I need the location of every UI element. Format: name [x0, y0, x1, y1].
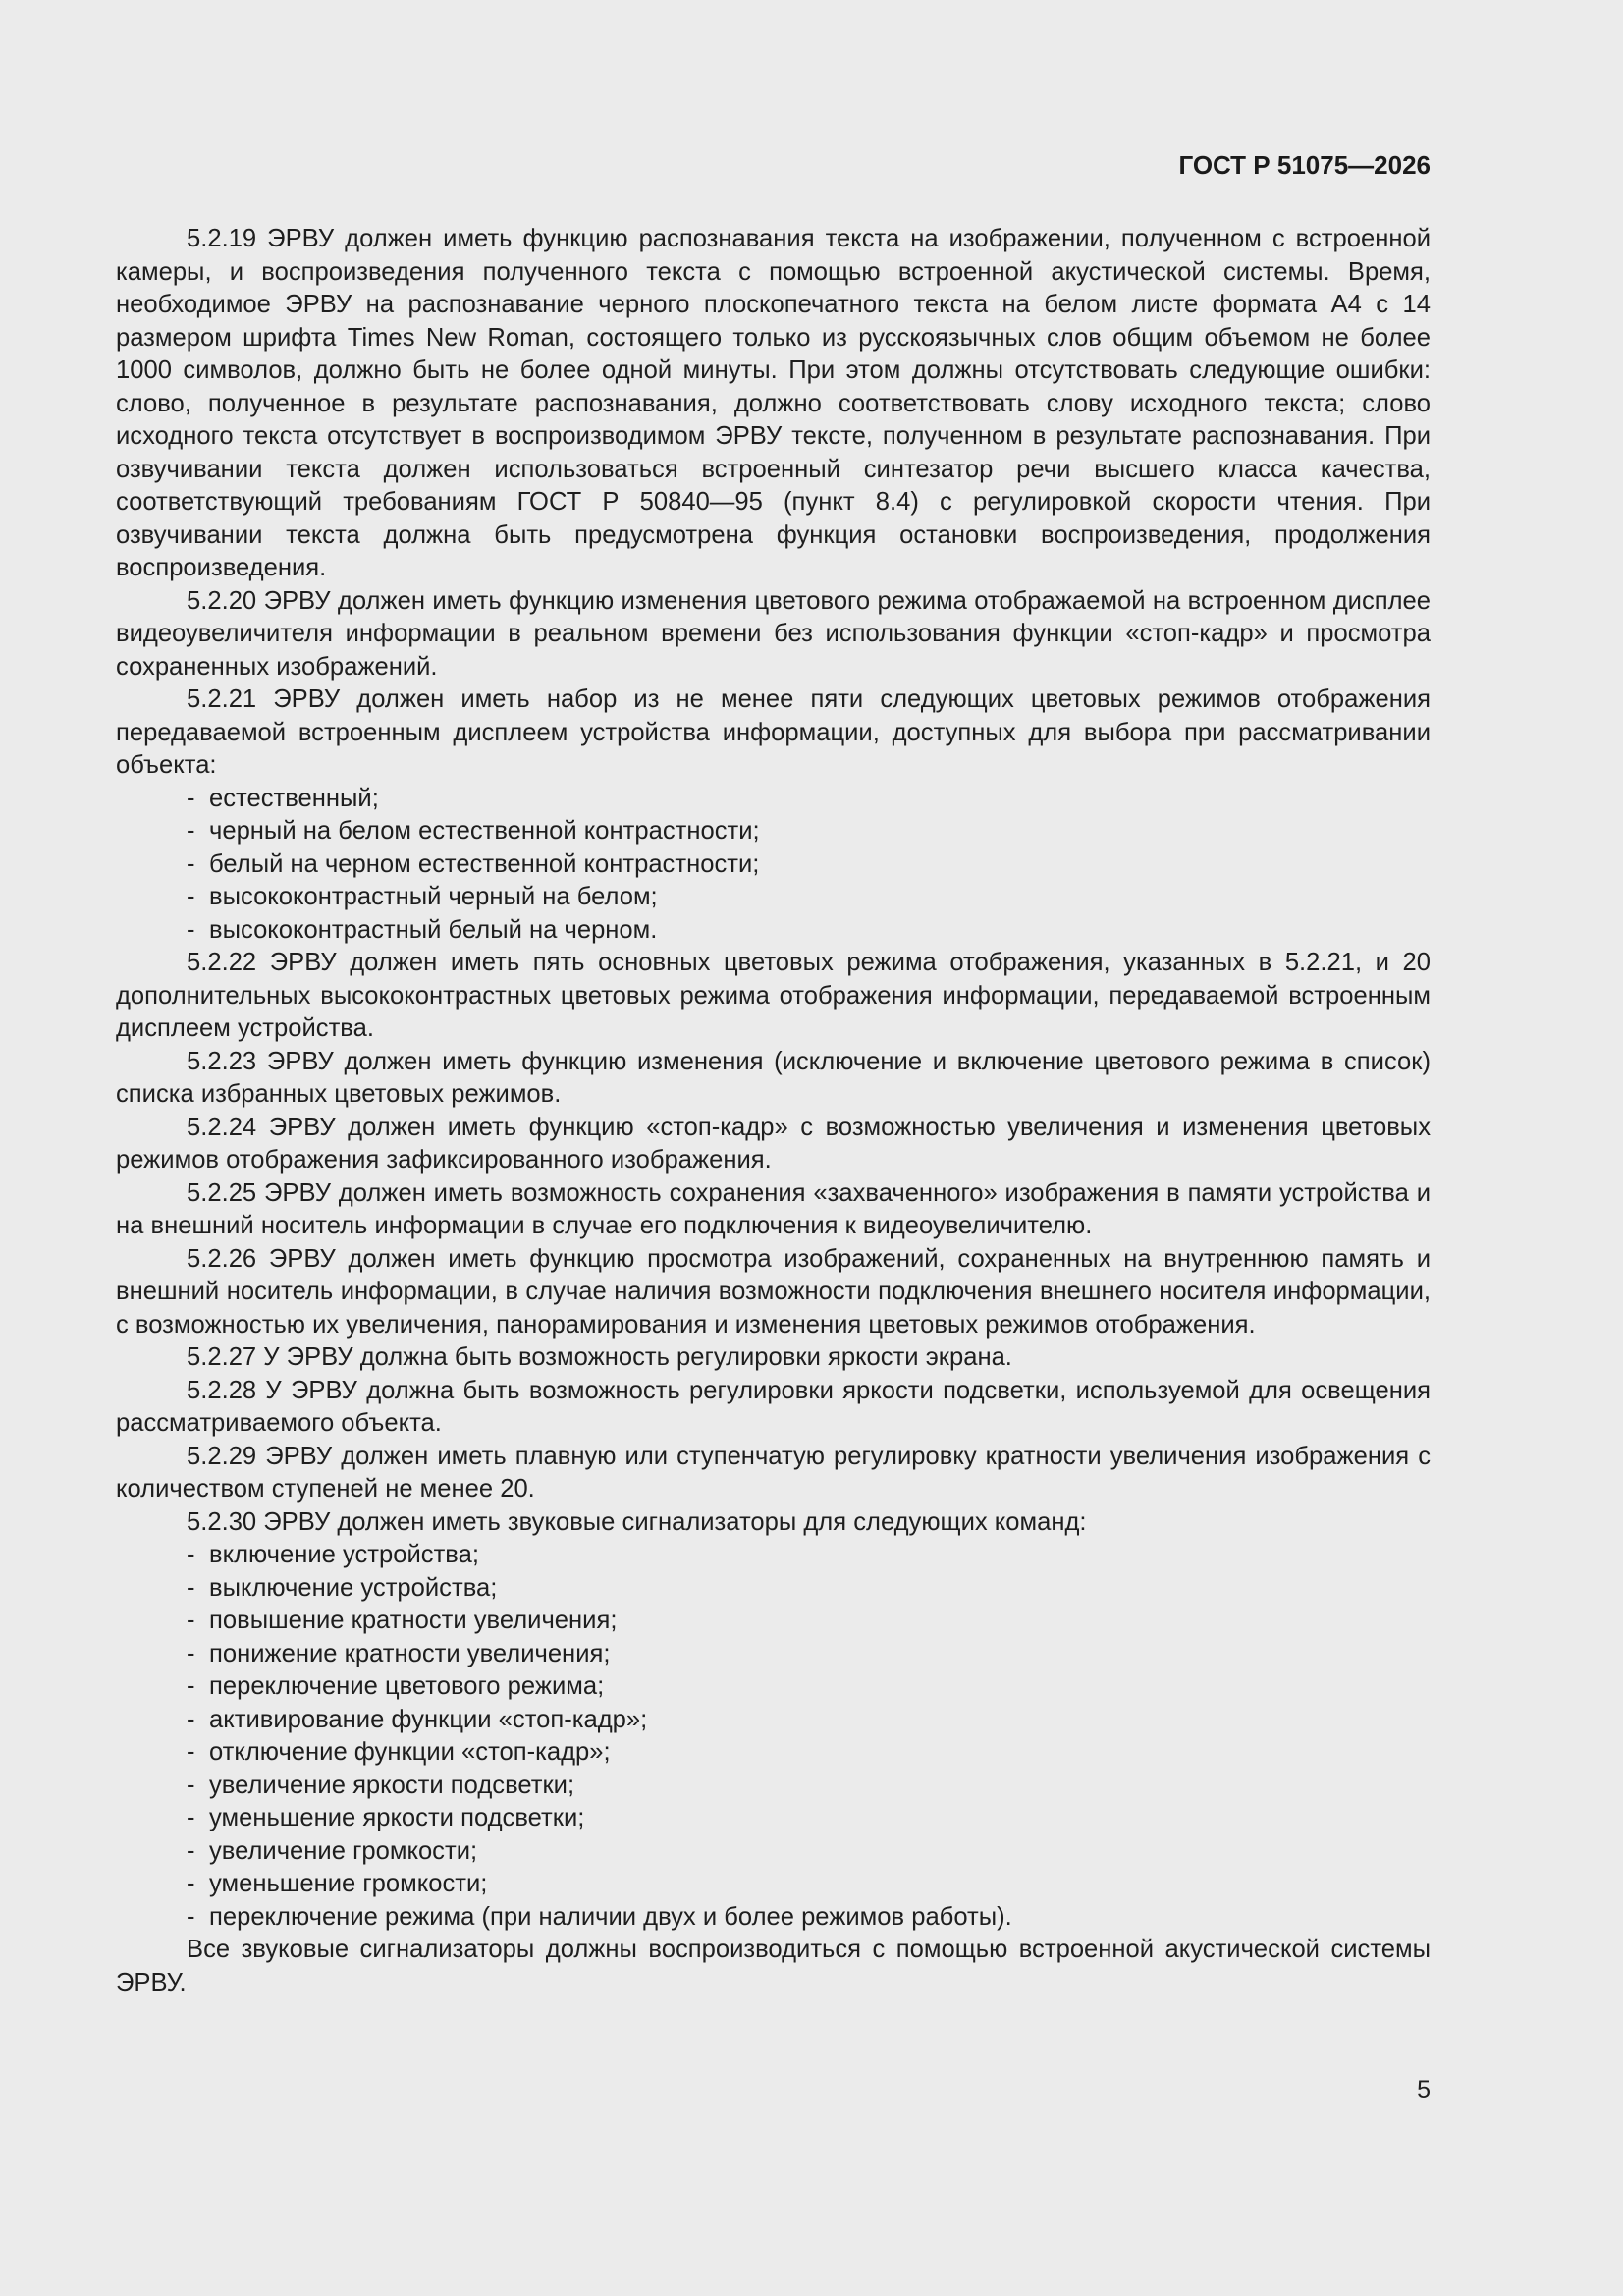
list-item-text: включение устройства;	[209, 1541, 479, 1568]
list-item	[116, 1572, 1431, 1606]
clause-5-2-29: 5.2.29 ЭРВУ должен иметь плавную или ступенчатую регулировку кратности увеличения изображения с количеством ступеней не менее 20.	[116, 1442, 1431, 1503]
list-item	[116, 815, 1431, 848]
list-dash: -	[187, 1705, 195, 1733]
list-dash: -	[187, 1870, 195, 1897]
list-item	[116, 848, 1431, 882]
list-item	[116, 1901, 1431, 1935]
list-item	[116, 1539, 1431, 1572]
list-dash: -	[187, 1836, 195, 1865]
list-item	[116, 914, 1431, 948]
clause-5-2-25: 5.2.25 ЭРВУ должен иметь возможность сохранения «захваченного» изображения в памяти устройства и на внешний носитель информации в случае его подключения к видеоувеличителю.	[116, 1178, 1431, 1239]
clause-5-2-24: 5.2.24 ЭРВУ должен иметь функцию «стоп-кадр» с возможностью увеличения и изменения цветовых режимов отображения зафиксированного изображения.	[116, 1113, 1431, 1174]
list-item-text: повышение кратности увеличения;	[209, 1607, 618, 1634]
list-item	[116, 1802, 1431, 1835]
list-item	[116, 1670, 1431, 1704]
list-dash: -	[187, 849, 195, 878]
clause-5-2-27: 5.2.27 У ЭРВУ должна быть возможность регулировки яркости экрана.	[187, 1343, 1012, 1371]
list-dash: -	[187, 784, 195, 812]
clause-5-2-20: 5.2.20 ЭРВУ должен иметь функцию изменения цветового режима отображаемой на встроенном дисплее видеоувеличителя информации в реальном времени без использования функции «стоп-кадр» и просмотра сохраненных изображений.	[116, 586, 1431, 681]
list-item	[116, 1605, 1431, 1638]
list-item-text: понижение кратности увеличения;	[209, 1639, 611, 1667]
list-item-text: белый на черном естественной контрастности;	[209, 849, 760, 878]
list-dash: -	[187, 1738, 195, 1766]
list-item-text: активирование функции «стоп-кадр»;	[209, 1705, 648, 1733]
list-dash: -	[187, 1607, 195, 1634]
clause-5-2-21: 5.2.21 ЭРВУ должен иметь набор из не менее пяти следующих цветовых режимов отображения передаваемой встроенным дисплеем устройства информации, доступных для выбора при рассматривании объекта:	[116, 685, 1431, 779]
clause-5-2-22: 5.2.22 ЭРВУ должен иметь пять основных цветовых режима отображения, указанных в 5.2.21, и 20 дополнительных высококонтрастных цветовых режима отображения информации, передаваемой встроенным дисплеем устройства.	[116, 949, 1431, 1042]
list-item-text: уменьшение яркости подсветки;	[209, 1804, 585, 1831]
color-modes-list	[116, 783, 1431, 948]
list-item-text: увеличение яркости подсветки;	[209, 1771, 575, 1799]
closing-paragraph: Все звуковые сигнализаторы должны воспроизводиться с помощью встроенной акустической системы ЭРВУ.	[116, 1936, 1431, 1996]
clause-5-2-19: 5.2.19 ЭРВУ должен иметь функцию распознавания текста на изображении, полученном с встроенной камеры, и воспроизведения полученного текста с помощью встроенной акустической системы. Время, необходимое ЭРВУ на распознавание черного плоскопечатного текста на белом листе формата А4 с 14 размером шрифта Times New Roman, состоящего только из русскоязычных слов общим объемом не более 1000 символов, должно быть не более одной минуты. При этом должны отсутствовать следующие ошибки: слово, полученное в результате распознавания, должно соответствовать слову исходного текста; слово исходного текста отсутствует в воспроизводимом ЭРВУ тексте, полученном в результате распознавания. При озвучивании текста должен использоваться встроенный синтезатор речи высшего класса качества, соответствующий требованиям ГОСТ Р 50840—95 (пункт 8.4) с регулировкой скорости чтения. При озвучивании текста должна быть предусмотрена функция остановки воспроизведения, продолжения воспроизведения.	[116, 225, 1431, 581]
list-dash: -	[187, 1771, 195, 1799]
clause-5-2-23: 5.2.23 ЭРВУ должен иметь функцию изменения (исключение и включение цветового режима в список) списка избранных цветовых режимов.	[116, 1047, 1431, 1108]
list-item-text: переключение цветового режима;	[209, 1672, 605, 1700]
list-dash: -	[187, 1573, 195, 1602]
document-standard-number: ГОСТ Р 51075—2026	[1178, 150, 1431, 180]
list-item-text: переключение режима (при наличии двух и более режимов работы).	[209, 1902, 1012, 1931]
page-number: 5	[1417, 2076, 1431, 2104]
list-item-text: выключение устройства;	[209, 1573, 498, 1602]
list-item	[116, 1638, 1431, 1671]
sound-commands-list	[116, 1539, 1431, 1934]
clause-5-2-30: 5.2.30 ЭРВУ должен иметь звуковые сигнализаторы для следующих команд:	[187, 1507, 1087, 1536]
document-body	[116, 223, 1431, 1999]
list-dash: -	[187, 1804, 195, 1831]
list-dash: -	[187, 1639, 195, 1667]
list-item-text: черный на белом естественной контрастности;	[209, 817, 760, 845]
list-item	[116, 1835, 1431, 1869]
list-item	[116, 881, 1431, 914]
list-item	[116, 1736, 1431, 1770]
list-dash: -	[187, 883, 195, 910]
clause-5-2-28: 5.2.28 У ЭРВУ должна быть возможность регулировки яркости подсветки, используемой для освещения рассматриваемого объекта.	[116, 1376, 1431, 1437]
list-item-text: увеличение громкости;	[209, 1836, 478, 1865]
list-dash: -	[187, 1541, 195, 1568]
list-item-text: высококонтрастный белый на черном.	[209, 915, 658, 944]
list-item-text: уменьшение громкости;	[209, 1870, 488, 1897]
list-item	[116, 1704, 1431, 1737]
clause-5-2-26: 5.2.26 ЭРВУ должен иметь функцию просмотра изображений, сохраненных на внутреннюю память и внешний носитель информации, в случае наличия возможности подключения внешнего носителя информации, с возможностью их увеличения, панорамирования и изменения цветовых режимов отображения.	[116, 1244, 1431, 1339]
list-item-text: естественный;	[209, 784, 379, 812]
list-dash: -	[187, 915, 195, 944]
list-item	[116, 1868, 1431, 1901]
list-dash: -	[187, 817, 195, 845]
list-item	[116, 783, 1431, 816]
list-item-text: отключение функции «стоп-кадр»;	[209, 1738, 611, 1766]
list-dash: -	[187, 1902, 195, 1931]
list-dash: -	[187, 1672, 195, 1700]
list-item-text: высококонтрастный черный на белом;	[209, 883, 658, 910]
list-item	[116, 1770, 1431, 1803]
